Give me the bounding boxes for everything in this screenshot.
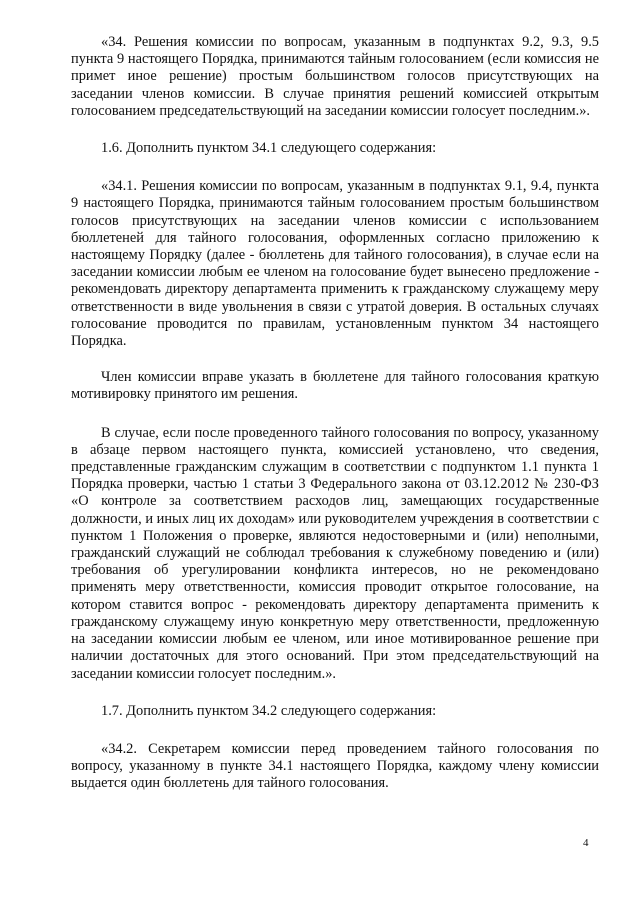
document-body — [71, 34, 599, 793]
paragraph-34-1: «34.1. Решения комиссии по вопросам, указанным в подпунктах 9.1, 9.4, пункта 9 настоящего Порядка, принимаются тайным голосованием простым большинством голосов присутствующих на заседании членов комиссии с использованием бюллетеней для тайного голосования, оформленных согласно приложению к настоящему Порядку (далее - бюллетень для тайного голосования), в случае если на заседании комиссии любым ее членом на голосование будет вынесено предложение - рекомендовать директору департамента применить к гражданскому служащему меру ответственности в виде увольнения в связи с утратой доверия. В остальных случаях голосование проводится по правилам, установленным пунктом 34 настоящего Порядка. — [71, 178, 599, 350]
page-number: 4 — [583, 837, 589, 849]
paragraph-34: «34. Решения комиссии по вопросам, указанным в подпунктах 9.2, 9.3, 9.5 пункта 9 настоящего Порядка, принимаются тайным голосованием (если комиссия не примет иное решение) простым большинством голосов присутствующих на заседании членов комиссии. В случае принятия решений комиссией открытым голосованием председательствующий на заседании комиссии голосует последним.». — [71, 34, 599, 119]
paragraph-ballot-motivation: Член комиссии вправе указать в бюллетене для тайного голосования краткую мотивировку принятого им решения. — [71, 369, 599, 403]
section-1-6-heading: 1.6. Дополнить пунктом 34.1 следующего содержания: — [101, 140, 437, 157]
paragraph-34-2: «34.2. Секретарем комиссии перед проведением тайного голосования по вопросу, указанному в пункте 34.1 настоящего Порядка, каждому члену комиссии выдается один бюллетень для тайного голосования. — [71, 740, 599, 792]
section-1-7-heading: 1.7. Дополнить пунктом 34.2 следующего содержания: — [101, 702, 437, 719]
paragraph-open-voting: В случае, если после проведенного тайного голосования по вопросу, указанному в абзаце первом настоящего пункта, комиссией установлено, что сведения, представленные гражданским служащим в соответствии с подпунктом 1.1 пункта 1 Порядка проверки, частью 1 статьи 3 Федерального закона от 03.12.2012 № 230-ФЗ «О контроле за соответствием расходов лиц, замещающих государственные должности, и иных лиц их доходам» или руководителем учреждения в соответствии с пунктом 1 Положения о проверке, являются недостоверными и (или) неполными, гражданский служащий не соблюдал требования к служебному поведению и (или) требования об урегулировании конфликта интересов, но не рекомендовано применять меру ответственности, комиссия проводит открытое голосование, на котором ставится вопрос - рекомендовать директору департамента применить к гражданскому служащему иную конкретную меру ответственности, предложенную на заседании комиссии любым ее членом, или иное мотивированное решение при наличии достаточных для этого оснований. При этом председательствующий на заседании комиссии голосует последним.». — [71, 424, 599, 682]
